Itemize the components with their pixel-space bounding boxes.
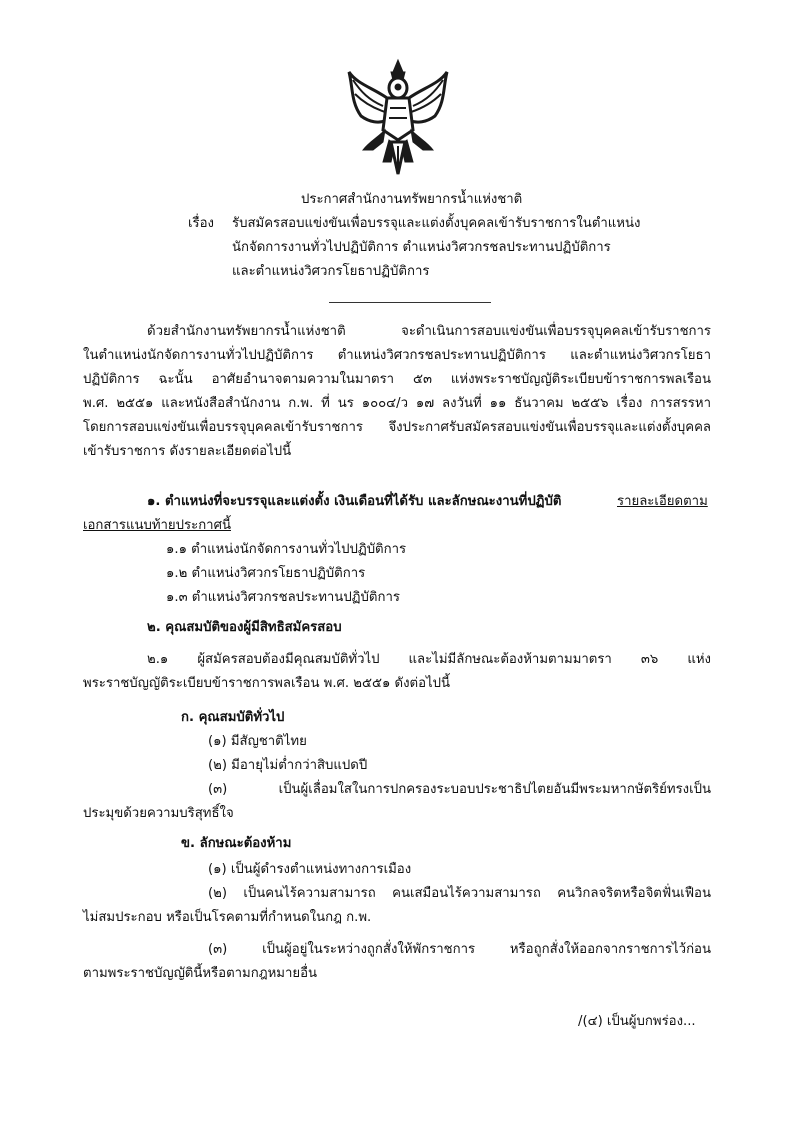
attachment-link-part-1[interactable]: รายละเอียดตาม [617,494,708,509]
general-item-1: (๑) มีสัญชาติไทย [208,734,307,749]
subject-label: เรื่อง [188,216,214,231]
prohibited-item-3-line-2: ตามพระราชบัญญัตินี้หรือตามกฎหมายอื่น [83,966,318,981]
general-item-3-line-2: ประมุขด้วยความบริสุทธิ์ใจ [83,806,234,821]
intro-line-6: เข้ารับราชการ ดังรายละเอียดต่อไปนี้ [83,444,292,459]
subject-line-1: รับสมัครสอบแข่งขันเพื่อบรรจุและแต่งตั้งบุคคลเข้ารับราชการในตำแหน่ง [232,216,641,231]
position-item-2: ๑.๒ ตำแหน่งวิศวกรโยธาปฏิบัติการ [166,566,366,581]
intro-line-4: พ.ศ. ๒๕๕๑ และหนังสือสำนักงาน ก.พ. ที่ นร ๑๐๐๔/ว ๑๗ ลงวันที่ ๑๑ ธันวาคม ๒๕๕๖ เรื่อง การสรรหา [83,396,711,411]
intro-line-5: โดยการสอบแข่งขันเพื่อบรรจุบุคคลเข้ารับราชการ จึงประกาศรับสมัครสอบแข่งขันเพื่อบรรจุและแต่งตั้งบุคคล [83,420,711,435]
general-qualifications-heading: ก. คุณสมบัติทั่วไป [181,710,285,725]
subject-line-3: และตำแหน่งวิศวกรโยธาปฏิบัติการ [232,264,430,279]
prohibited-item-1: (๑) เป็นผู้ดำรงตำแหน่งทางการเมือง [208,862,412,877]
announcement-title: ประกาศสำนักงานทรัพยากรน้ำแห่งชาติ [301,192,523,207]
garuda-emblem-icon [343,58,453,178]
prohibited-heading: ข. ลักษณะต้องห้าม [181,836,292,851]
section-2-heading: ๒. คุณสมบัติของผู้มีสิทธิสมัครสอบ [147,620,342,635]
intro-line-1: ด้วยสำนักงานทรัพยากรน้ำแห่งชาติ จะดำเนินการสอบแข่งขันเพื่อบรรจุบุคคลเข้ารับราชการ [147,324,711,339]
general-item-3-line-1: (๓) เป็นผู้เลื่อมใสในการปกครองระบอบประชาธิปไตยอันมีพระมหากษัตริย์ทรงเป็น [208,782,711,797]
attachment-link-part-2[interactable]: เอกสารแนบท้ายประกาศนี้ [83,518,231,533]
subject-line-2: นักจัดการงานทั่วไปปฏิบัติการ ตำแหน่งวิศวกรชลประทานปฏิบัติการ [232,240,611,255]
position-item-1: ๑.๑ ตำแหน่งนักจัดการงานทั่วไปปฏิบัติการ [166,542,407,557]
clause-2-1-line-1: ๒.๑ ผู้สมัครสอบต้องมีคุณสมบัติทั่วไป และไม่มีลักษณะต้องห้ามตามมาตรา ๓๖ แห่ง [147,652,711,667]
section-1-heading: ๑. ตำแหน่งที่จะบรรจุและแต่งตั้ง เงินเดือนที่ได้รับ และลักษณะงานที่ปฏิบัติ [147,494,562,509]
position-item-3: ๑.๓ ตำแหน่งวิศวกรชลประทานปฏิบัติการ [166,590,400,605]
continuation-note: /(๔) เป็นผู้บกพร่อง... [578,1014,696,1029]
prohibited-item-3-line-1: (๓) เป็นผู้อยู่ในระหว่างถูกสั่งให้พักราชการ หรือถูกสั่งให้ออกจากราชการไว้ก่อน [208,942,711,957]
general-item-2: (๒) มีอายุไม่ต่ำกว่าสิบแปดปี [208,758,368,773]
prohibited-item-2-line-1: (๒) เป็นคนไร้ความสามารถ คนเสมือนไร้ความสามารถ คนวิกลจริตหรือจิตฟั่นเฟือน [208,886,711,901]
intro-line-3: ปฏิบัติการ ฉะนั้น อาศัยอำนาจตามความในมาตรา ๕๓ แห่งพระราชบัญญัติระเบียบข้าราชการพลเรือน [83,372,711,387]
header-divider [329,302,491,303]
prohibited-item-2-line-2: ไม่สมประกอบ หรือเป็นโรคตามที่กำหนดในกฎ ก.พ. [83,910,372,925]
clause-2-1-line-2: พระราชบัญญัติระเบียบข้าราชการพลเรือน พ.ศ. ๒๕๕๑ ดังต่อไปนี้ [83,676,451,691]
intro-line-2: ในตำแหน่งนักจัดการงานทั่วไปปฏิบัติการ ตำแหน่งวิศวกรชลประทานปฏิบัติการ และตำแหน่งวิศวกรโยธา [83,348,711,363]
